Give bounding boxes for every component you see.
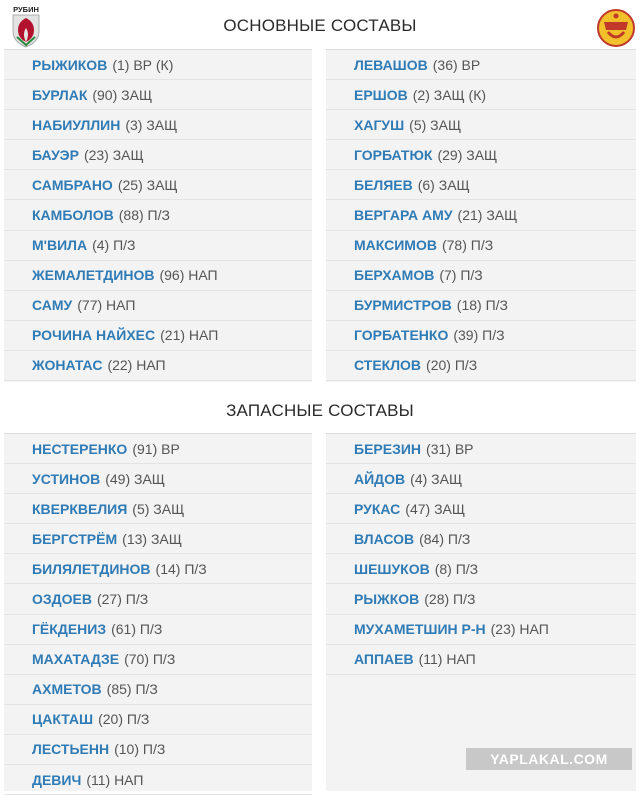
player-row (326, 434, 636, 464)
player-number-position: (21) ЗАЩ (457, 207, 518, 224)
player-name-link[interactable]: ЕРШОВ (354, 86, 408, 103)
player-name-link[interactable]: ЖОНАТАС (32, 357, 103, 374)
player-name-link[interactable]: ЛЕВАШОВ (354, 56, 428, 73)
player-number-position: (39) П/З (453, 327, 505, 344)
player-name-link[interactable]: НЕСТЕРЕНКО (32, 440, 128, 457)
player-row (326, 351, 636, 381)
player-name-link[interactable]: ОЗДОЕВ (32, 591, 92, 608)
player-number-position: (49) ЗАЩ (105, 470, 165, 487)
player-number-position: (77) НАП (77, 297, 136, 314)
player-name-link[interactable]: ДЕВИЧ (32, 771, 82, 788)
player-name-link[interactable]: АЙДОВ (354, 470, 406, 487)
player-row (326, 140, 636, 170)
player-row (326, 554, 636, 584)
player-number-position: (23) НАП (490, 621, 549, 638)
player-name-link[interactable]: БИЛЯЛЕТДИНОВ (32, 560, 151, 577)
player-number-position: (10) П/З (114, 741, 166, 758)
player-number-position: (4) П/З (92, 237, 136, 254)
player-row (4, 615, 312, 645)
player-row (4, 434, 312, 464)
player-row (4, 170, 312, 200)
main-lineup-away (326, 49, 636, 382)
player-number-position: (7) П/З (439, 267, 483, 284)
player-row (4, 351, 312, 381)
player-row (4, 584, 312, 614)
player-number-position: (70) П/З (124, 651, 176, 668)
player-number-position: (11) НАП (418, 651, 476, 668)
player-name-link[interactable]: ГОРБАТЮК (354, 146, 433, 163)
player-number-position: (14) П/З (155, 560, 207, 577)
player-row (326, 291, 636, 321)
main-lineup-home (4, 49, 312, 382)
player-number-position: (28) П/З (424, 591, 476, 608)
player-name-link[interactable]: СТЕКЛОВ (354, 357, 422, 374)
player-name-link[interactable]: ВЕРГАРА АМУ (354, 207, 453, 224)
player-name-link[interactable]: ЖЕМАЛЕТДИНОВ (32, 267, 155, 284)
watermark: YAPLAKAL.COM (466, 748, 632, 770)
player-row (4, 200, 312, 230)
player-name-link[interactable]: КВЕРКВЕЛИЯ (32, 500, 128, 517)
player-row (4, 765, 312, 795)
player-name-link[interactable]: АХМЕТОВ (32, 681, 102, 698)
player-number-position: (8) П/З (434, 560, 479, 577)
player-number-position: (21) НАП (160, 327, 219, 344)
player-row (4, 50, 312, 80)
player-number-position: (85) П/З (106, 681, 158, 698)
player-name-link[interactable]: РЫЖКОВ (354, 591, 420, 608)
player-row (326, 170, 636, 200)
player-name-link[interactable]: РЫЖИКОВ (32, 56, 108, 73)
player-number-position: (84) П/З (419, 530, 471, 547)
player-number-position: (20) П/З (98, 711, 150, 728)
player-name-link[interactable]: РУКАС (354, 500, 401, 517)
player-name-link[interactable]: БЕРХАМОВ (354, 267, 435, 284)
player-name-link[interactable]: АППАЕВ (354, 651, 414, 668)
player-row (4, 705, 312, 735)
player-row (326, 80, 636, 110)
player-name-link[interactable]: МАХАТАДЗЕ (32, 651, 120, 668)
player-name-link[interactable]: РОЧИНА НАЙХЕС (32, 327, 156, 344)
player-row (4, 735, 312, 765)
player-name-link[interactable]: НАБИУЛЛИН (32, 116, 121, 133)
player-number-position: (96) НАП (159, 267, 218, 284)
player-row (4, 494, 312, 524)
subs-lineups-title: ЗАПАСНЫЕ СОСТАВЫ (226, 401, 414, 420)
player-number-position: (88) П/З (118, 207, 170, 224)
player-name-link[interactable]: ЛЕСТЬЕНН (32, 741, 110, 758)
player-row (326, 464, 636, 494)
player-name-link[interactable]: ГЁКДЕНИЗ (32, 621, 107, 638)
player-row (326, 615, 636, 645)
player-name-link[interactable]: САМБРАНО (32, 176, 113, 193)
player-number-position: (1) ВР (К) (112, 56, 174, 73)
player-row (326, 645, 636, 675)
player-number-position: (47) ЗАЩ (405, 500, 465, 517)
player-number-position: (5) ЗАЩ (409, 116, 462, 133)
player-row (4, 110, 312, 140)
player-name-link[interactable]: МУХАМЕТШИН Р-Н (354, 621, 486, 638)
player-number-position: (78) П/З (441, 237, 494, 254)
player-number-position: (2) ЗАЩ (К) (412, 86, 487, 103)
player-number-position: (27) П/З (96, 591, 149, 608)
player-name-link[interactable]: МАКСИМОВ (354, 237, 437, 254)
player-number-position: (90) ЗАЩ (92, 86, 153, 103)
player-row (4, 524, 312, 554)
player-number-position: (3) ЗАЩ (125, 116, 178, 133)
player-name-link[interactable]: КАМБОЛОВ (32, 207, 114, 224)
player-name-link[interactable]: БУРМИСТРОВ (354, 297, 452, 314)
player-number-position: (61) П/З (111, 621, 163, 638)
player-name-link[interactable]: ГОРБАТЕНКО (354, 327, 449, 344)
player-number-position: (31) ВР (426, 440, 474, 457)
player-name-link[interactable]: ШЕШУКОВ (354, 560, 430, 577)
player-row (4, 464, 312, 494)
player-name-link[interactable]: ХАГУШ (354, 116, 405, 133)
player-name-link[interactable]: М'ВИЛА (32, 237, 88, 254)
player-name-link[interactable]: УСТИНОВ (32, 470, 101, 487)
player-row (326, 494, 636, 524)
player-number-position: (91) ВР (132, 440, 180, 457)
player-name-link[interactable]: БЕЛЯЕВ (354, 176, 413, 193)
player-name-link[interactable]: ВЛАСОВ (354, 530, 415, 547)
subs-lineup-home (4, 433, 312, 791)
player-row (4, 261, 312, 291)
player-number-position: (11) НАП (86, 771, 144, 788)
player-row (326, 50, 636, 80)
player-number-position: (5) ЗАЩ (132, 500, 185, 517)
player-number-position: (22) НАП (107, 357, 166, 374)
player-number-position: (6) ЗАЩ (417, 176, 470, 193)
player-row (326, 110, 636, 140)
player-row (4, 80, 312, 110)
player-row (326, 321, 636, 351)
player-row (4, 675, 312, 705)
player-name-link[interactable]: БУРЛАК (32, 86, 88, 103)
player-row (326, 200, 636, 230)
player-number-position: (18) П/З (456, 297, 508, 314)
player-row (326, 584, 636, 614)
player-row (4, 554, 312, 584)
main-lineups-title: ОСНОВНЫЕ СОСТАВЫ (223, 16, 417, 35)
player-row (4, 645, 312, 675)
player-name-link[interactable]: ЦАКТАШ (32, 711, 94, 728)
player-number-position: (20) П/З (426, 357, 478, 374)
player-row (4, 291, 312, 321)
player-number-position: (36) ВР (432, 56, 481, 73)
subs-lineup-away (326, 433, 636, 791)
player-row (326, 231, 636, 261)
player-row (326, 524, 636, 554)
player-number-position: (23) ЗАЩ (83, 146, 144, 163)
player-number-position: (4) ЗАЩ (410, 470, 463, 487)
player-name-link[interactable]: САМУ (32, 297, 73, 314)
player-name-link[interactable]: БЕРЕЗИН (354, 440, 422, 457)
player-number-position: (25) ЗАЩ (117, 176, 178, 193)
player-name-link[interactable]: БЕРГСТРЁМ (32, 530, 118, 547)
player-number-position: (13) ЗАЩ (122, 530, 182, 547)
player-row (326, 261, 636, 291)
player-row (4, 321, 312, 351)
player-row (4, 231, 312, 261)
player-row (4, 140, 312, 170)
rubin-logo-text: РУБИН (13, 5, 39, 14)
player-name-link[interactable]: БАУЭР (32, 146, 79, 163)
player-number-position: (29) ЗАЩ (437, 146, 498, 163)
